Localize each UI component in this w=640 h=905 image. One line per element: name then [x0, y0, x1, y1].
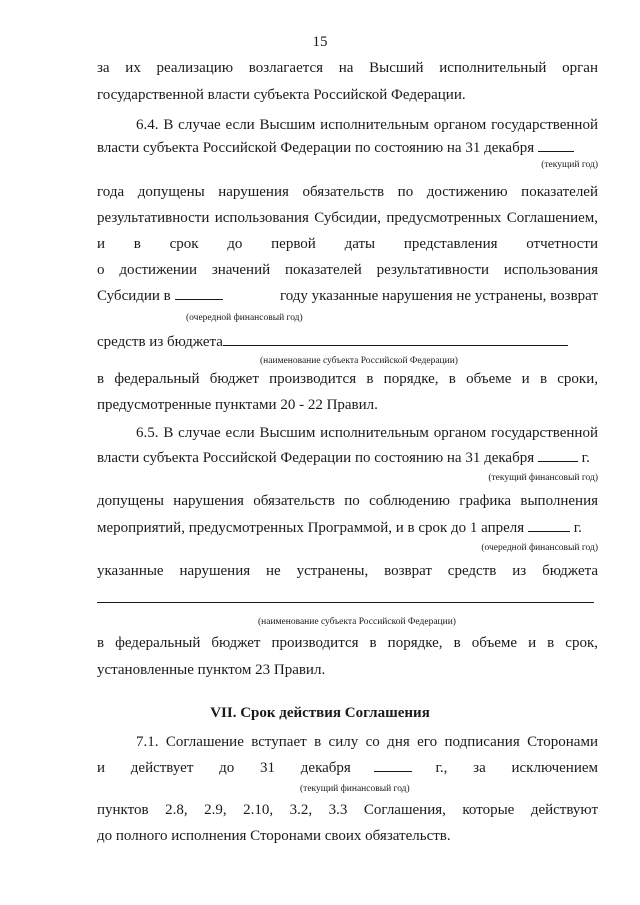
page-number: 15: [312, 34, 328, 50]
text-line: в федеральный бюджет производится в порядке, в объеме и в срок,: [97, 635, 598, 651]
text-line: и в срок до первой даты представления отчетности: [97, 236, 598, 252]
text-line: пунктов 2.8, 2.9, 2.10, 3.2, 3.3 Соглашения, которые действуют: [97, 802, 598, 818]
text-line: в федеральный бюджет производится в порядке, в объеме и в сроки,: [97, 371, 598, 387]
text-line: о достижении значений показателей результативности использования: [97, 262, 598, 278]
text-span: средств из бюджета: [97, 334, 223, 350]
clause-6-5-start: 6.5. В случае если Высшим исполнительным органом государственной: [136, 425, 598, 441]
blank-field: [175, 287, 223, 300]
text-line: допущены нарушения обязательств по соблюдению графика выполнения: [97, 493, 598, 509]
caption: (наименование субъекта Российской Федерации): [260, 356, 458, 366]
blank-field: [374, 759, 412, 772]
blank-field: [538, 139, 574, 152]
text-line: указанные нарушения не устранены, возврат средств из бюджета: [97, 563, 598, 579]
blank-field: [528, 519, 570, 532]
text-line: предусмотренные пунктами 20 - 22 Правил.: [97, 397, 378, 413]
text-span: году указанные нарушения не устранены, возврат: [279, 288, 598, 304]
text-span: г.: [573, 520, 582, 536]
text-span: мероприятий, предусмотренных Программой, и в срок до 1 апреля: [97, 520, 525, 536]
blank-rule: [97, 602, 594, 603]
text-line: [97, 139, 574, 157]
text-line: установленные пунктом 23 Правил.: [97, 662, 326, 678]
caption: (текущий год): [541, 160, 598, 170]
text-span: г., за исключением: [435, 760, 598, 776]
text-line: [97, 759, 598, 777]
section-heading: VII. Срок действия Соглашения: [210, 705, 430, 721]
clause-7-1-start: 7.1. Соглашение вступает в силу со дня его подписания Сторонами: [136, 734, 598, 750]
text-line: [97, 287, 598, 305]
clause-6-4-start: 6.4. В случае если Высшим исполнительным органом государственной: [136, 117, 598, 133]
caption: (очередной финансовый год): [186, 313, 303, 323]
text-line: [97, 449, 590, 467]
caption: (наименование субъекта Российской Федерации): [258, 617, 456, 627]
text-span: власти субъекта Российской Федерации по состоянию на 31 декабря: [97, 450, 535, 466]
blank-field: [223, 333, 568, 346]
text-line: [97, 519, 582, 537]
caption: (очередной финансовый год): [481, 543, 598, 553]
text-line: результативности использования Субсидии, предусмотренных Соглашением,: [97, 210, 598, 226]
text-span: г.: [581, 450, 590, 466]
text-line: государственной власти субъекта Российской Федерации.: [97, 87, 466, 103]
text-span: Субсидии в: [97, 287, 223, 305]
text-span: власти субъекта Российской Федерации по состоянию на 31 декабря: [97, 140, 535, 156]
blank-field: [538, 449, 578, 462]
text-line: до полного исполнения Сторонами своих обязательств.: [97, 828, 451, 844]
caption: (текущий финансовый год): [488, 473, 598, 483]
text-line: за их реализацию возлагается на Высший исполнительный орган: [97, 60, 598, 76]
caption: (текущий финансовый год): [300, 784, 410, 794]
text-span: и действует до 31 декабря: [97, 760, 351, 776]
text-line: года допущены нарушения обязательств по достижению показателей: [97, 184, 598, 200]
text-line: [97, 333, 568, 351]
